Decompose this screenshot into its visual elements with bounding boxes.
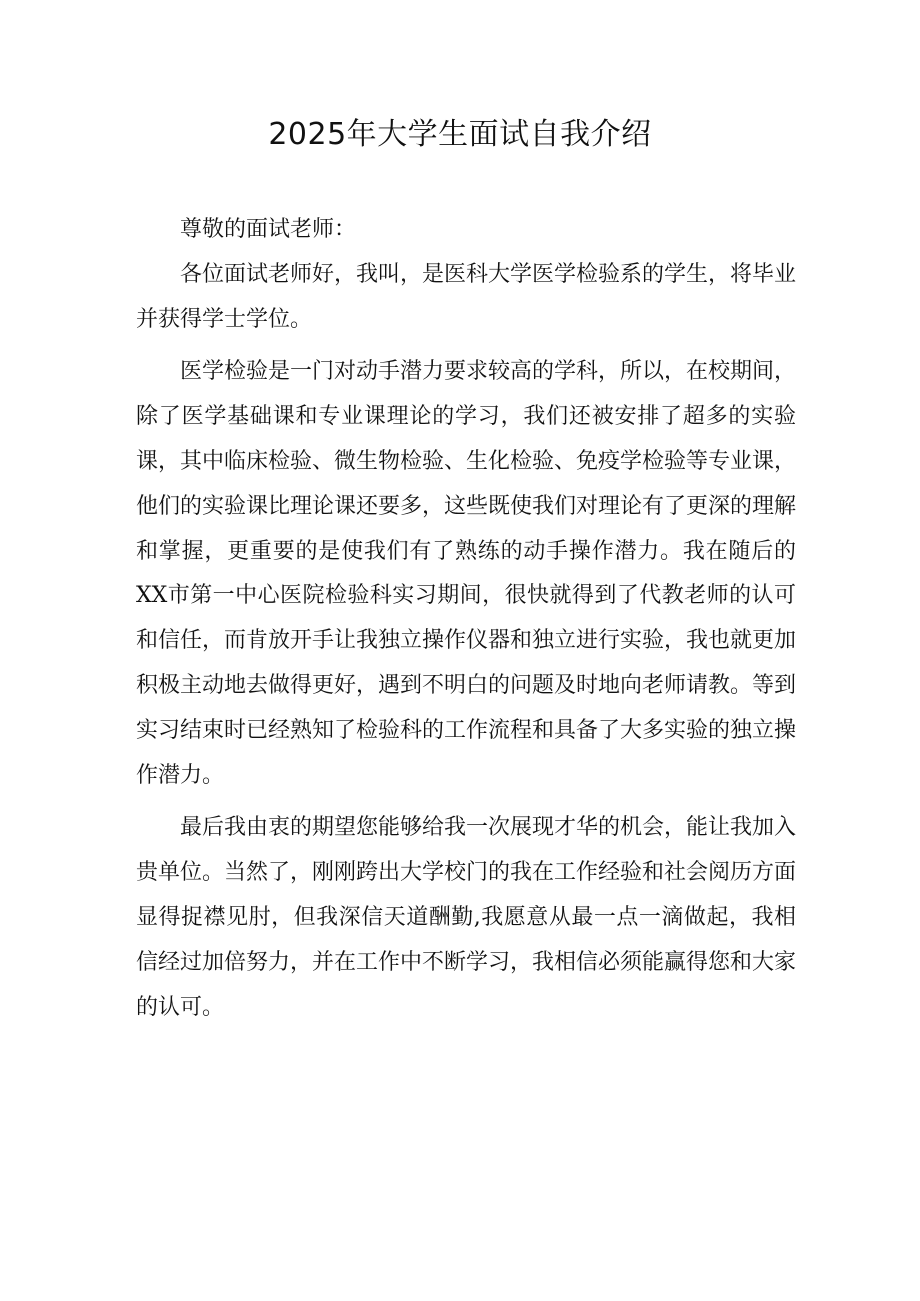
paragraph-closing: 最后我由衷的期望您能够给我一次展现才华的机会，能让我加入贵单位。当然了，刚刚跨出大学校门的我在工作经验和社会阅历方面显得捉襟见肘，但我深信天道酬勤,我愿意从最一点一滴做起，我相信经过加倍努力，并在工作中不断学习，我相信必须能赢得您和大家的认可。: [136, 815, 797, 1020]
salutation: 尊敬的面试老师：: [180, 217, 357, 242]
paragraph-intro: 各位面试老师好，我叫，是医科大学医学检验系的学生，将毕业并获得学士学位。: [136, 261, 797, 332]
document-title: 2025年大学生面试自我介绍: [268, 117, 652, 152]
paragraph-study-experience: 医学检验是一门对动手潜力要求较高的学科，所以，在校期间，除了医学基础课和专业课理论的学习，我们还被安排了超多的实验课，其中临床检验、微生物检验、生化检验、免疫学检验等专业课，他们的实验课比理论课还要多，这些既使我们对理论有了更深的理解和掌握，更重要的是使我们有了熟练的动手操作潜力。我在随后的XX市第一中心医院检验科实习期间，很快就得到了代教老师的认可和信任，而肯放开手让我独立操作仪器和独立进行实验，我也就更加积极主动地去做得更好，遇到不明白的问题及时地向老师请教。等到实习结束时已经熟知了检验科的工作流程和具备了大多实验的独立操作潜力。: [136, 359, 797, 788]
document-body: [136, 208, 796, 1030]
